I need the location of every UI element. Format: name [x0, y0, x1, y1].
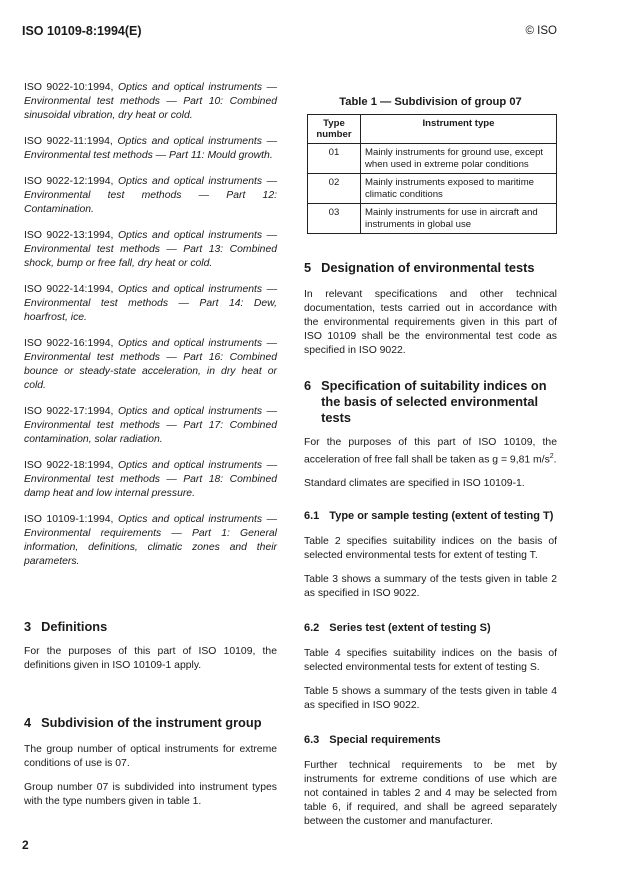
type-number-cell: 02: [308, 174, 361, 204]
subsection-heading: [304, 509, 557, 523]
reference-item: [24, 81, 277, 123]
reference-code: ISO 9022-13:1994,: [24, 230, 114, 241]
section-text: Standard climates are specified in ISO 10109-1.: [304, 478, 525, 490]
instrument-type-cell: Mainly instruments for ground use, except when used in extreme polar conditions: [361, 144, 557, 174]
reference-item: [24, 337, 277, 393]
reference-code: ISO 9022-14:1994,: [24, 284, 114, 295]
section-text: Group number 07 is subdivided into instrument types with the type numbers given in table 1.: [24, 782, 277, 807]
right-column: [304, 96, 557, 839]
section-text: [304, 436, 557, 467]
reference-title: Optics and optical instruments — Environmental test methods — Part 10: Combined sinusoidal vibration, dry heat or cold.: [24, 82, 277, 121]
section-title: Definitions: [41, 619, 108, 634]
section-number: 3: [24, 619, 32, 634]
section-text: Table 5 shows a summary of the tests given in table 4 as specified in ISO 9022.: [304, 686, 557, 712]
reference-code: ISO 9022-18:1994,: [24, 460, 114, 471]
section-number: 4: [24, 715, 32, 730]
reference-title: Optics and optical instruments — Environmental test methods — Part 12: Contamination.: [24, 176, 277, 215]
reference-code: ISO 10109-1:1994,: [24, 514, 114, 525]
section-text: Further technical requirements to be met by instruments for extreme conditions of use which are not contained in tables 2 and 4 may be selected from table 6, if required, and shall be agreed separately between the customer and manufacturer.: [304, 760, 557, 828]
reference-list: [24, 81, 277, 569]
section-title: Subdivision of the instrument group: [41, 715, 262, 730]
subsection-heading: [304, 733, 557, 747]
reference-item: [24, 135, 277, 163]
subdivision-table: [307, 114, 557, 234]
subsection-number: 6.2: [304, 622, 320, 635]
reference-code: ISO 9022-12:1994,: [24, 176, 114, 187]
table-row: [308, 144, 557, 174]
section-heading: [24, 619, 277, 635]
reference-code: ISO 9022-16:1994,: [24, 338, 114, 349]
instrument-type-cell: Mainly instruments for use in aircraft and instruments in global use: [361, 204, 557, 234]
section-6-2: [304, 621, 557, 713]
section-3: [24, 619, 277, 673]
reference-title: Optics and optical instruments — Environmental test methods — Part 16: Combined bounce or steady-state acceleration, in dry heat or cold.: [24, 338, 277, 391]
text-run: For the purposes of this part of ISO 10109, the acceleration of free fall shall be taken as g = 9,81 m/s: [304, 437, 557, 466]
section-heading: [24, 715, 277, 731]
reference-code: ISO 9022-11:1994,: [24, 136, 113, 147]
text-run: .: [553, 454, 557, 466]
subsection-title: Type or sample testing (extent of testing T): [329, 510, 554, 523]
section-number: 5: [304, 260, 312, 275]
reference-title: Optics and optical instruments — Environmental requirements — Part 1: General information, definitions, climatic zones and their parameters.: [24, 514, 277, 567]
section-text: Table 3 shows a summary of the tests given in table 2 as specified in ISO 9022.: [304, 574, 557, 600]
type-number-cell: 01: [308, 144, 361, 174]
section-6-1: [304, 509, 557, 601]
subsection-title: Special requirements: [329, 734, 441, 747]
reference-item: [24, 175, 277, 217]
reference-title: Optics and optical instruments — Environmental test methods — Part 14: Dew, hoarfrost, ice.: [24, 284, 277, 323]
section-text: For the purposes of this part of ISO 10109, the definitions given in ISO 10109-1 apply.: [24, 646, 277, 671]
section-text: Table 2 specifies suitability indices on the basis of selected environmental tests for extent of testing T.: [304, 536, 557, 562]
reference-item: [24, 229, 277, 271]
section-title: Designation of environmental tests: [321, 260, 535, 275]
column-header-instrument-type: Instrument type: [361, 115, 557, 144]
reference-title: Optics and optical instruments — Environmental test methods — Part 11: Mould growth.: [24, 136, 277, 161]
subsection-number: 6.3: [304, 734, 320, 747]
reference-title: Optics and optical instruments — Environmental test methods — Part 13: Combined shock, bump or free fall, dry heat or cold.: [24, 230, 277, 269]
instrument-type-cell: Mainly instruments exposed to maritime climatic conditions: [361, 174, 557, 204]
table-row: [308, 174, 557, 204]
section-6-3: [304, 733, 557, 829]
section-6: [304, 378, 557, 491]
table-caption: Table 1 — Subdivision of group 07: [339, 96, 522, 108]
reference-item: [24, 283, 277, 325]
reference-title: Optics and optical instruments — Environmental test methods — Part 18: Combined damp heat and low internal pressure.: [24, 460, 277, 499]
page-number: 2: [22, 838, 29, 852]
column-header-type-number: Type number: [308, 115, 361, 144]
section-5: [304, 260, 557, 358]
superscript: 2: [549, 453, 554, 460]
reference-code: ISO 9022-17:1994,: [24, 406, 114, 417]
subsection-title: Series test (extent of testing S): [329, 622, 491, 635]
subsection-number: 6.1: [304, 510, 320, 523]
subsection-heading: [304, 621, 557, 635]
section-heading: [304, 260, 557, 276]
section-heading: [304, 378, 557, 426]
type-number-cell: 03: [308, 204, 361, 234]
reference-item: [24, 513, 277, 569]
section-number: 6: [304, 378, 312, 393]
reference-item: [24, 405, 277, 447]
table-row: [308, 204, 557, 234]
section-text: The group number of optical instruments for extreme conditions of use is 07.: [24, 744, 277, 769]
document-id: ISO 10109-8:1994(E): [22, 24, 142, 38]
section-4: [24, 715, 277, 809]
reference-title: Optics and optical instruments — Environmental test methods — Part 17: Combined contamination, solar radiation.: [24, 406, 277, 445]
section-text: Table 4 specifies suitability indices on the basis of selected environmental tests for extent of testing S.: [304, 648, 557, 674]
section-title: Specification of suitability indices on the basis of selected environmental tests: [321, 378, 547, 425]
table-header-row: [308, 115, 557, 144]
section-text: In relevant specifications and other technical documentation, tests carried out in accordance with the environmental requirements given in this part of ISO 10109 shall be the environmental test code as specified in ISO 9022.: [304, 289, 557, 356]
copyright-mark: © ISO: [525, 25, 557, 37]
reference-item: [24, 459, 277, 501]
left-column: [24, 81, 277, 819]
reference-code: ISO 9022-10:1994,: [24, 82, 114, 93]
